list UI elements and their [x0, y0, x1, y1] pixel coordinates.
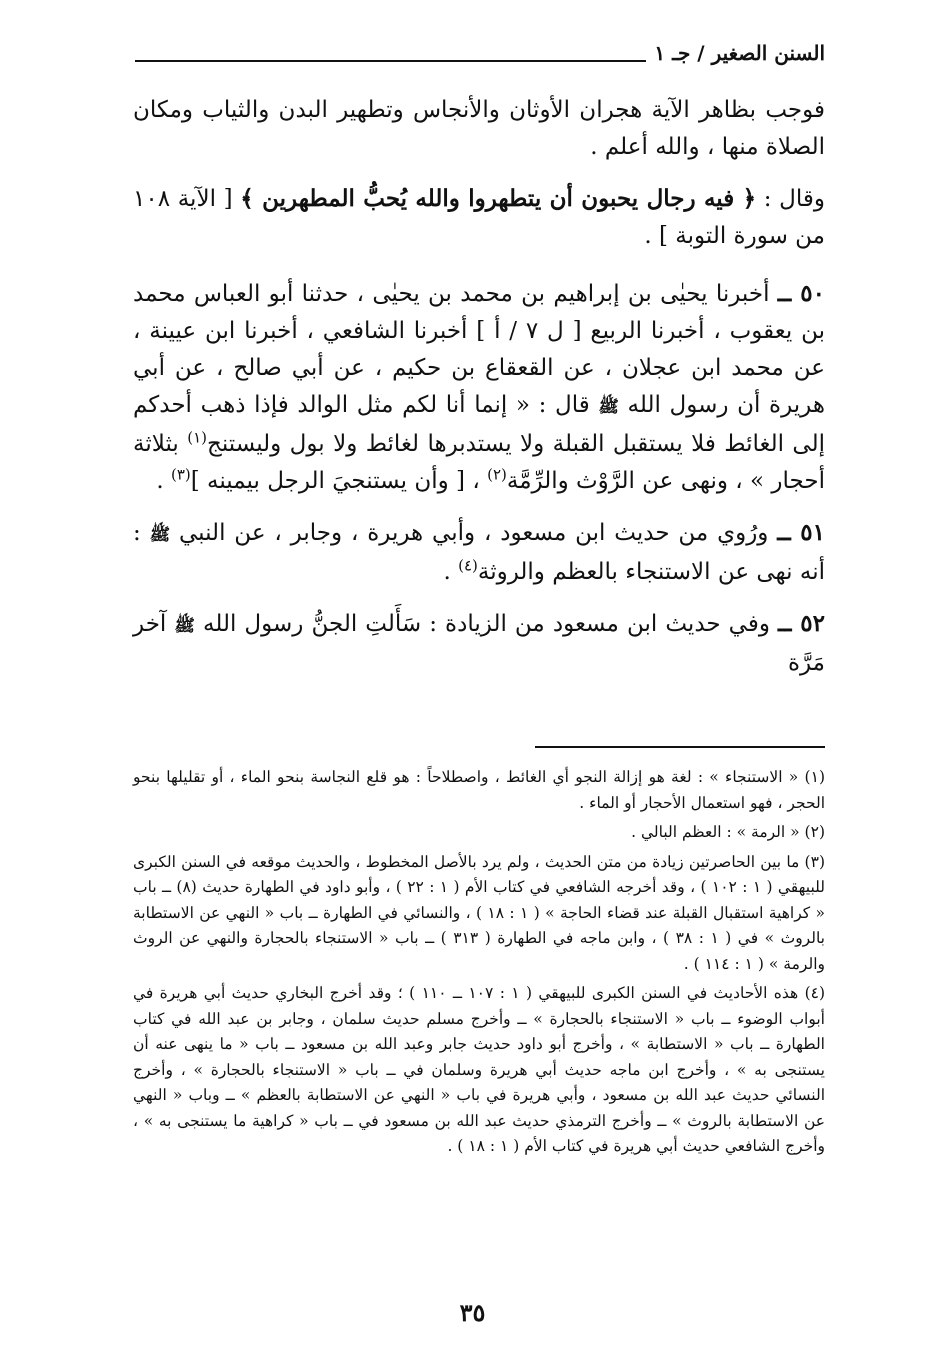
- hadith-text: بثلاثة أحجار » ، ونهى عن الرَّوْث والرِّمَّة: [133, 431, 825, 494]
- quran-verse: ﴿ فيه رجال يحبون أن يتطهروا والله يُحبُّ المطهرين ﴾: [240, 185, 757, 212]
- page-number: ٣٥: [459, 1298, 486, 1327]
- honorific-glyph: ﷺ: [149, 525, 171, 545]
- honorific-glyph: ﷺ: [598, 397, 619, 417]
- hadith-52: [133, 605, 825, 682]
- footnotes-section: [133, 765, 825, 1164]
- footnote-1: (١) « الاستنجاء » : لغة هو إزالة النجو أي الغائط ، واصطلاحاً : هو قلع النجاسة بنحو الماء ، أو تقليلها بنحو الحجر ، فهو استعمال الأحجار أو الماء .: [133, 768, 825, 812]
- quran-reference: [ الآية ١٠٨ من سورة التوبة ] .: [133, 186, 825, 249]
- quran-intro: وقال :: [756, 186, 825, 212]
- paragraph-commentary: [133, 92, 825, 166]
- hadith-text: .: [156, 468, 171, 494]
- footnote-marker: (٤): [458, 556, 478, 575]
- footnote-2: (٢) « الرمة » : العظم البالي .: [631, 823, 825, 841]
- footnote-marker: (٢): [487, 465, 507, 484]
- footnote-marker: (١): [187, 428, 207, 447]
- hadith-text: آخر مَرَّة: [133, 611, 825, 676]
- running-head: [135, 38, 825, 68]
- hadith-text: .: [443, 559, 459, 585]
- hadith-text: قال : « إنما أنا لكم مثل الوالد فإذا ذهب أحدكم إلى الغائط فلا يستقبل القبلة ولا يستدبرها لغائط ولا بول وليستنج: [133, 392, 826, 457]
- hadith-51: [133, 514, 825, 591]
- footnote-marker: (٣): [170, 465, 191, 484]
- header-rule: [135, 60, 675, 62]
- running-head-title: السنن الصغير / جـ ١: [646, 38, 825, 68]
- hadith-number: ٥١ ــ: [777, 519, 826, 546]
- footnote-4: (٤) هذه الأحاديث في السنن الكبرى للبيهقي ( ١ : ١٠٧ ــ ١١٠ ) ؛ وقد أخرج البخاري حديث أبي هريرة في أبواب الوضوء ــ باب « الاستنجاء بالحجارة » ــ وأخرج مسلم حديث سلمان ، وجابر بن عبد الله في كتاب الطهارة ــ باب « الاستطابة » ، وأخرج أبو داود حديث جابر وعبد الله بن مسعود ــ باب « ما ينهى عنه أن يستنجى به » ، وأخرج ابن ماجه حديث أبي هريرة وسلمان في ــ باب « الاستنجاء بالحجارة » ، وأخرج النسائي حديث عبد الله بن مسعود ، وأبي هريرة في باب « النهي عن الاستطابة بالعظم » ــ وباب « النهي عن الاستطابة بالروث » ــ وأخرج الترمذي حديث عبد الله بن مسعود في ــ باب « كراهية ما يستنجى به » ، وأخرج الشافعي حديث أبي هريرة في كتاب الأم ( ١ : ١٨ ) .: [133, 984, 826, 1155]
- hadith-text: ، [ وأن يستنجيَ الرجل بيمينه ]: [190, 468, 488, 494]
- hadith-number: ٥٠ ــ: [777, 280, 826, 307]
- paragraph-quran-citation: [133, 180, 825, 255]
- main-text: [133, 92, 825, 696]
- hadith-text: : أنه نهى عن الاستنجاء بالعظم والروثة: [133, 520, 825, 585]
- commentary-text: فوجب بظاهر الآية هجران الأوثان والأنجاس وتطهير البدن والثياب ومكان الصلاة منها ، والله أعلم .: [133, 97, 825, 160]
- hadith-50: [133, 275, 825, 500]
- honorific-glyph: ﷺ: [174, 616, 195, 636]
- footnote-separator: [535, 746, 825, 748]
- hadith-text: وفي حديث ابن مسعود من الزيادة : سَأَلتِ الجنُّ رسول الله: [194, 611, 779, 637]
- hadith-text: أخبرنا يحيٰى بن إبراهيم بن محمد بن يحيٰى ، حدثنا أبو العباس محمد بن يعقوب ، أخبرنا الربيع [ ل ٧ / أ ] أخبرنا الشافعي ، أخبرنا ابن عيينة ، عن محمد ابن عجلان ، عن القعقاع بن حكيم ، عن أبي صالح ، عن أبي هريرة أن رسول الله: [133, 281, 825, 418]
- footnote-3: (٣) ما بين الحاصرتين زيادة من متن الحديث ، ولم يرد بالأصل المخطوط ، والحديث موقعه في السنن الكبرى للبيهقي ( ١ : ١٠٢ ) ، وقد أخرجه الشافعي في كتاب الأم ( ١ : ٢٢ ) ، وأبو داود في الطهارة حديث (٨) ــ باب « كراهية استقبال القبلة عند قضاء الحاجة » ( ١ : ١٨ ) ، والنسائي في الطهارة ــ باب « النهي عن الاستطابة بالروث » في ( ١ : ٣٨ ) ، وابن ماجه في الطهارة ( ٣١٣ ) ــ باب « الاستنجاء بالحجارة والنهي عن الروث والرمة » ( ١ : ١١٤ ) .: [133, 852, 826, 973]
- hadith-number: ٥٢ ــ: [778, 610, 825, 637]
- hadith-text: ورُوي من حديث ابن مسعود ، وأبي هريرة ، وجابر ، عن النبي: [170, 520, 778, 546]
